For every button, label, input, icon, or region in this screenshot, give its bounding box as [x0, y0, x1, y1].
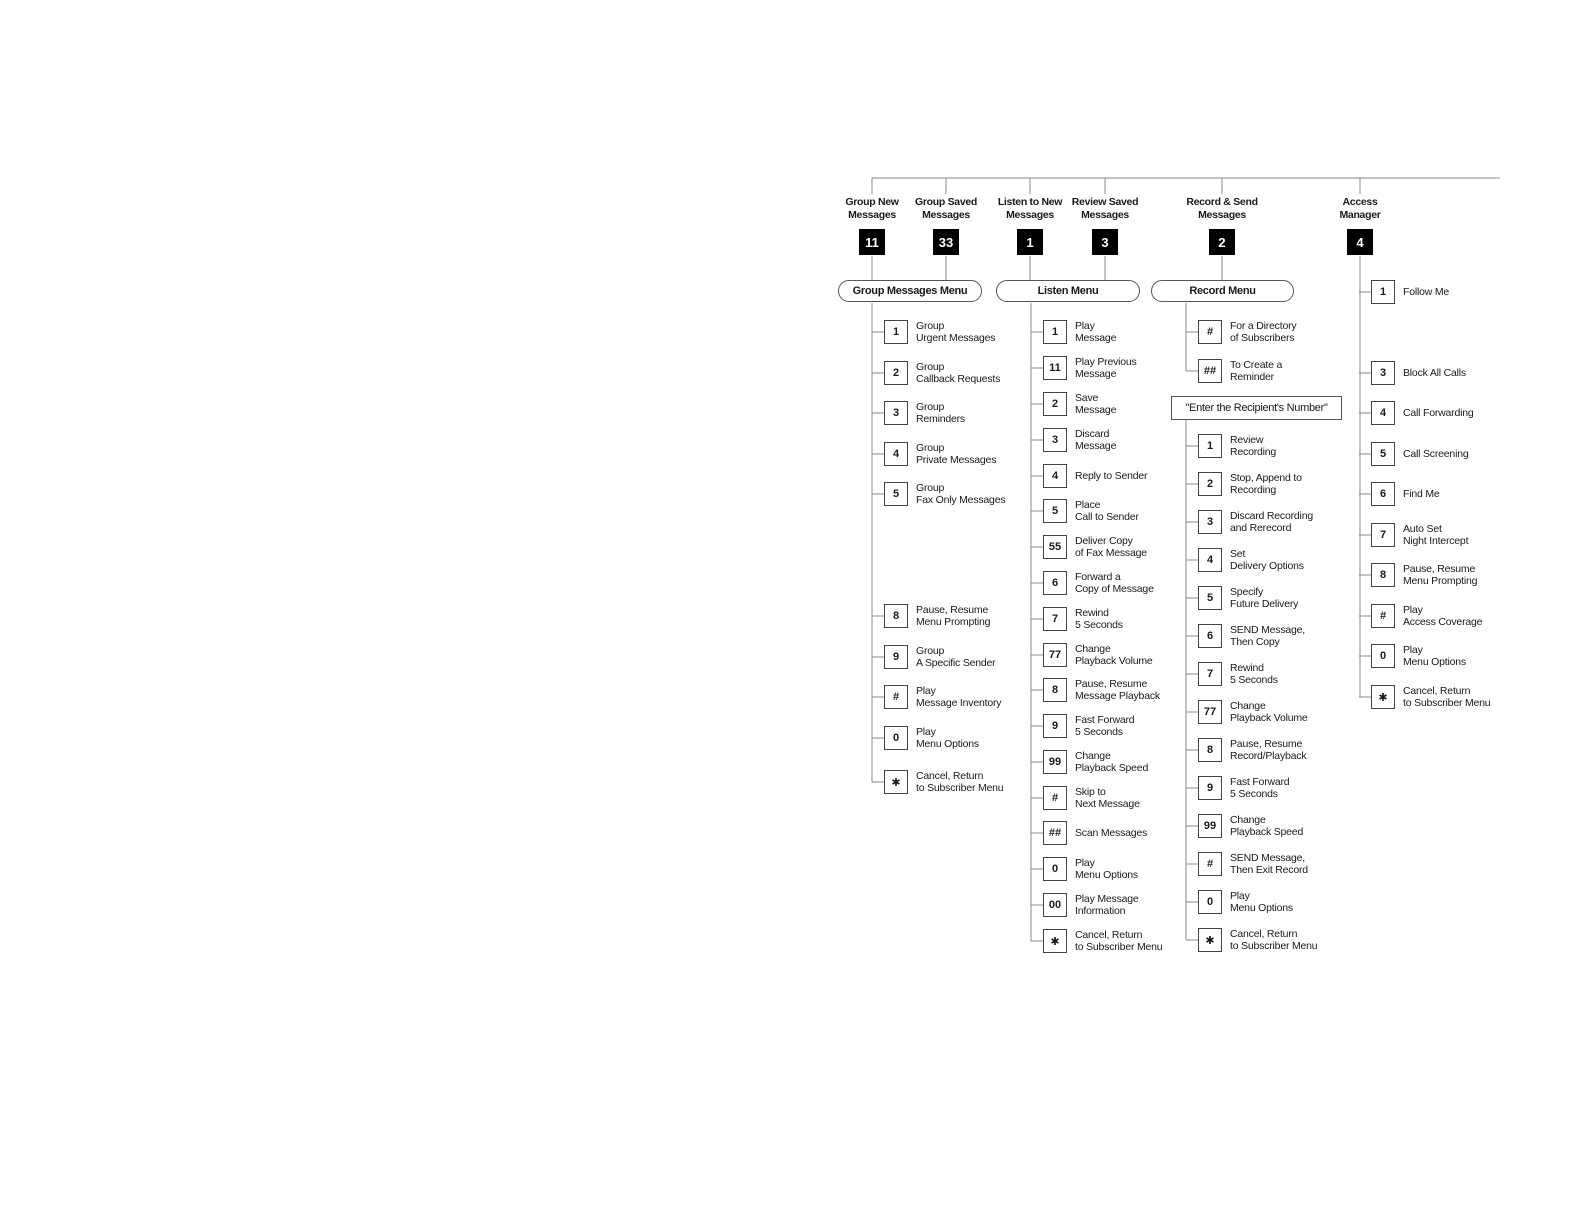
key-button: 2 [1198, 472, 1222, 496]
option-label: Follow Me [1403, 285, 1450, 298]
access-key: 3 [1092, 229, 1118, 255]
key-button: 0 [884, 726, 908, 750]
key-button: 3 [1198, 510, 1222, 534]
menu-option-pause-resume-menu-prompting [884, 604, 990, 628]
menu-option-change-playback-volume [1043, 643, 1153, 667]
menu-option-skip-to-next-message [1043, 786, 1140, 810]
key-button: ✱ [1043, 929, 1067, 953]
menu-option-to-create-a-reminder [1198, 359, 1282, 383]
menu-option-play-menu-options [1371, 644, 1466, 668]
key-button: 77 [1198, 700, 1222, 724]
menu-option-discard-message [1043, 428, 1116, 452]
key-button: 1 [884, 320, 908, 344]
option-label: Change Playback Speed [1075, 749, 1149, 774]
option-label: Change Playback Volume [1230, 699, 1308, 724]
menu-option-group-urgent-messages [884, 320, 995, 344]
option-label: Block All Calls [1403, 366, 1466, 379]
key-button: 00 [1043, 893, 1067, 917]
key-button: 8 [884, 604, 908, 628]
key-button: # [1371, 604, 1395, 628]
key-button: 0 [1198, 890, 1222, 914]
option-label: SEND Message, Then Copy [1230, 623, 1306, 648]
key-button: 4 [1043, 464, 1067, 488]
option-label: Pause, Resume Message Playback [1075, 677, 1160, 702]
menu-option-play-menu-options [1043, 857, 1138, 881]
menu-option-play-menu-options [884, 726, 979, 750]
option-label: Pause, Resume Menu Prompting [1403, 562, 1478, 587]
key-button: 99 [1198, 814, 1222, 838]
option-label: Cancel, Return to Subscriber Menu [1230, 927, 1318, 952]
option-label: Play Previous Message [1075, 355, 1137, 380]
key-button: 8 [1371, 563, 1395, 587]
option-label: To Create a Reminder [1230, 358, 1283, 383]
menu-option-send-message-then-copy [1198, 624, 1305, 648]
key-button: ✱ [1198, 928, 1222, 952]
option-label: Play Menu Options [1403, 643, 1466, 668]
menu-option-group-reminders [884, 401, 965, 425]
option-label: Rewind 5 Seconds [1230, 661, 1278, 686]
menu-option-group-callback-requests [884, 361, 1000, 385]
menu-option-cancel-return-to-subscriber-menu [884, 770, 1003, 794]
menu-option-rewind-5-seconds [1043, 607, 1123, 631]
column-header-title: Group New Messages [845, 196, 899, 221]
key-button: 8 [1198, 738, 1222, 762]
menu-option-scan-messages [1043, 821, 1147, 845]
access-key: 2 [1209, 229, 1235, 255]
option-label: Stop, Append to Recording [1230, 471, 1302, 496]
menu-option-pause-resume-message-playback [1043, 678, 1160, 702]
option-label: Change Playback Volume [1075, 642, 1153, 667]
key-button: 9 [1198, 776, 1222, 800]
column-header-title: Listen to New Messages [997, 196, 1063, 221]
menu-option-fast-forward-5-seconds [1043, 714, 1134, 738]
option-label: Pause, Resume Menu Prompting [916, 603, 991, 628]
recipient-number-prompt: "Enter the Recipient's Number" [1171, 396, 1342, 420]
menu-option-discard-recording-and-rerecord [1198, 510, 1313, 534]
key-button: 5 [1198, 586, 1222, 610]
key-button: # [1198, 320, 1222, 344]
key-button: 0 [1043, 857, 1067, 881]
menu-option-change-playback-speed [1198, 814, 1303, 838]
menu-option-group-private-messages [884, 442, 996, 466]
option-label: Deliver Copy of Fax Message [1075, 534, 1147, 559]
menu-option-change-playback-speed [1043, 750, 1148, 774]
menu-option-play-previous-message [1043, 356, 1137, 380]
key-button: 3 [1043, 428, 1067, 452]
menu-option-play-message-information [1043, 893, 1139, 917]
key-button: 1 [1371, 280, 1395, 304]
key-button: 5 [884, 482, 908, 506]
key-button: 4 [884, 442, 908, 466]
key-button: 4 [1198, 548, 1222, 572]
menu-option-for-a-directory-of-subscribers [1198, 320, 1296, 344]
key-button: 99 [1043, 750, 1067, 774]
menu-option-pause-resume-record-playback [1198, 738, 1306, 762]
key-button: ✱ [884, 770, 908, 794]
menu-option-play-message-inventory [884, 685, 1001, 709]
menu-option-play-access-coverage [1371, 604, 1482, 628]
option-label: Group A Specific Sender [916, 644, 996, 669]
menu-title: Group Messages Menu [838, 280, 982, 302]
menu-option-stop-append-to-recording [1198, 472, 1302, 496]
option-label: Cancel, Return to Subscriber Menu [1403, 684, 1491, 709]
option-label: Play Message [1075, 319, 1117, 344]
key-button: 55 [1043, 535, 1067, 559]
menu-option-call-screening [1371, 442, 1469, 466]
menu-option-group-fax-only-messages [884, 482, 1005, 506]
key-button: 3 [1371, 361, 1395, 385]
menu-title: Listen Menu [996, 280, 1140, 302]
key-button: 11 [1043, 356, 1067, 380]
option-label: For a Directory of Subscribers [1230, 319, 1297, 344]
key-button: # [884, 685, 908, 709]
option-label: Play Message Information [1075, 892, 1139, 917]
column-header-title: Group Saved Messages [914, 196, 978, 221]
menu-option-play-menu-options [1198, 890, 1293, 914]
key-button: ✱ [1371, 685, 1395, 709]
option-label: Play Message Inventory [916, 684, 1002, 709]
option-label: Group Fax Only Messages [916, 481, 1006, 506]
column-header-title: Access Manager [1339, 196, 1381, 221]
menu-option-cancel-return-to-subscriber-menu [1198, 928, 1317, 952]
option-label: Call Forwarding [1403, 406, 1474, 419]
option-label: Set Delivery Options [1230, 547, 1304, 572]
option-label: Find Me [1403, 487, 1440, 500]
key-button: 8 [1043, 678, 1067, 702]
option-label: Group Reminders [916, 400, 965, 425]
key-button: 2 [1043, 392, 1067, 416]
key-button: 77 [1043, 643, 1067, 667]
key-button: # [1198, 852, 1222, 876]
option-label: Group Callback Requests [916, 360, 1001, 385]
key-button: 6 [1198, 624, 1222, 648]
option-label: Place Call to Sender [1075, 498, 1139, 523]
access-key: 1 [1017, 229, 1043, 255]
key-button: 1 [1198, 434, 1222, 458]
key-button: 5 [1043, 499, 1067, 523]
menu-option-review-recording [1198, 434, 1276, 458]
key-button: 0 [1371, 644, 1395, 668]
option-label: Specify Future Delivery [1230, 585, 1299, 610]
access-key: 11 [859, 229, 885, 255]
key-button: 7 [1043, 607, 1067, 631]
option-label: Scan Messages [1075, 826, 1148, 839]
option-label: Play Menu Options [1230, 889, 1293, 914]
menu-option-reply-to-sender [1043, 464, 1147, 488]
menu-option-send-message-then-exit-record [1198, 852, 1308, 876]
access-key: 4 [1347, 229, 1373, 255]
option-label: Forward a Copy of Message [1075, 570, 1154, 595]
key-button: # [1043, 786, 1067, 810]
menu-option-pause-resume-menu-prompting [1371, 563, 1477, 587]
column-header-title: Review Saved Messages [1071, 196, 1139, 221]
key-button: 5 [1371, 442, 1395, 466]
menu-option-deliver-copy-of-fax-message [1043, 535, 1147, 559]
key-button: 6 [1043, 571, 1067, 595]
key-button: 9 [1043, 714, 1067, 738]
option-label: SEND Message, Then Exit Record [1230, 851, 1308, 876]
option-label: Group Private Messages [916, 441, 997, 466]
option-label: Play Access Coverage [1403, 603, 1483, 628]
key-button: ## [1198, 359, 1222, 383]
menu-option-place-call-to-sender [1043, 499, 1139, 523]
menu-option-save-message [1043, 392, 1116, 416]
option-label: Cancel, Return to Subscriber Menu [1075, 928, 1163, 953]
key-button: 7 [1371, 523, 1395, 547]
menu-option-cancel-return-to-subscriber-menu [1043, 929, 1162, 953]
option-label: Save Message [1075, 391, 1117, 416]
menu-option-set-delivery-options [1198, 548, 1304, 572]
menu-option-change-playback-volume [1198, 700, 1308, 724]
option-label: Discard Message [1075, 427, 1117, 452]
option-label: Reply to Sender [1075, 469, 1148, 482]
option-label: Play Menu Options [1075, 856, 1138, 881]
option-label: Play Menu Options [916, 725, 979, 750]
option-label: Skip to Next Message [1075, 785, 1140, 810]
option-label: Pause, Resume Record/Playback [1230, 737, 1307, 762]
key-button: 2 [884, 361, 908, 385]
option-label: Discard Recording and Rerecord [1230, 509, 1313, 534]
menu-option-follow-me [1371, 280, 1449, 304]
option-label: Call Screening [1403, 447, 1469, 460]
menu-option-play-message [1043, 320, 1116, 344]
menu-option-cancel-return-to-subscriber-menu [1371, 685, 1490, 709]
key-button: 9 [884, 645, 908, 669]
menu-option-call-forwarding [1371, 401, 1474, 425]
option-label: Review Recording [1230, 433, 1277, 458]
menu-option-group-a-specific-sender [884, 645, 995, 669]
option-label: Rewind 5 Seconds [1075, 606, 1123, 631]
access-key: 33 [933, 229, 959, 255]
menu-option-find-me [1371, 482, 1440, 506]
key-button: 1 [1043, 320, 1067, 344]
key-button: 3 [884, 401, 908, 425]
key-button: 6 [1371, 482, 1395, 506]
menu-option-fast-forward-5-seconds [1198, 776, 1289, 800]
option-label: Cancel, Return to Subscriber Menu [916, 769, 1004, 794]
menu-option-auto-set-night-intercept [1371, 523, 1468, 547]
key-button: 7 [1198, 662, 1222, 686]
option-label: Auto Set Night Intercept [1403, 522, 1469, 547]
menu-option-specify-future-delivery [1198, 586, 1298, 610]
option-label: Group Urgent Messages [916, 319, 996, 344]
column-header-title: Record & Send Messages [1186, 196, 1258, 221]
menu-option-forward-a-copy-of-message [1043, 571, 1154, 595]
option-label: Fast Forward 5 Seconds [1230, 775, 1290, 800]
option-label: Change Playback Speed [1230, 813, 1304, 838]
menu-option-block-all-calls [1371, 361, 1466, 385]
menu-title: Record Menu [1151, 280, 1294, 302]
key-button: 4 [1371, 401, 1395, 425]
option-label: Fast Forward 5 Seconds [1075, 713, 1135, 738]
key-button: ## [1043, 821, 1067, 845]
menu-option-rewind-5-seconds [1198, 662, 1278, 686]
